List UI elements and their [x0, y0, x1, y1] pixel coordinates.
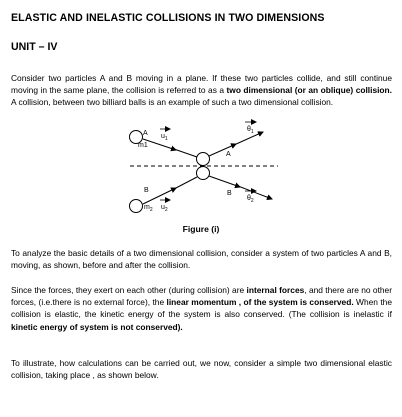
- particle-b-collision: [197, 167, 210, 180]
- figure-caption: Figure (i): [182, 224, 220, 234]
- forces-text-3: When the collision is elastic, the kinetic energy of the system is also conserved. (The collision is inelastic if: [11, 297, 392, 320]
- forces-bold-3: kinetic energy of system is not conserved).: [11, 321, 183, 332]
- forces-bold-1: internal forces: [246, 285, 305, 295]
- unit-heading: UNIT – IV: [11, 41, 58, 53]
- intro-bold-term: two dimensional (or an oblique) collision.: [226, 85, 392, 96]
- path-a-outgoing-1: [209, 144, 236, 156]
- intro-text-1: Consider two particles A and B moving in a plane. If these two particles collide, and still continue moving in the same plane, the collision is referred to as a: [11, 73, 392, 96]
- particle-b-before: [130, 200, 143, 213]
- label-m1: m1: [138, 142, 148, 149]
- forces-bold-2: linear momentum , of the system is conserved.: [166, 297, 354, 308]
- intro-paragraph: [11, 72, 392, 109]
- path-a-incoming-2: [174, 149, 197, 157]
- label-m2: $m_2$: [144, 204, 153, 213]
- path-b-outgoing-2: [238, 186, 272, 199]
- label-a-right: A: [226, 151, 231, 158]
- label-b-left: B: [144, 187, 149, 194]
- forces-text-2: , and there are no other forces, (i.e.there is no external force), the: [11, 285, 393, 308]
- path-b-outgoing-1: [209, 176, 240, 187]
- forces-text-1: Since the forces, they exert on each other (during collision) are: [11, 285, 247, 295]
- illustrate-paragraph: To illustrate, how calculations can be carried out, we now, consider a simple two dimensional elastic collision, taking place , as shown below.: [11, 358, 392, 381]
- label-theta1: $\theta_1$: [247, 126, 254, 135]
- label-u2: $u_2$: [161, 204, 168, 213]
- collision-figure: [0, 118, 402, 222]
- path-b-incoming-2: [174, 177, 197, 189]
- path-a-outgoing-2: [234, 132, 263, 145]
- analysis-paragraph: To analyze the basic details of a two dimensional collision, consider a system of two particles A and B, moving, as shown, before and after the collision.: [11, 248, 392, 271]
- label-u1: $u_1$: [161, 133, 168, 142]
- label-b-right: B: [227, 190, 232, 197]
- particle-a-collision: [197, 153, 210, 166]
- intro-text-2: A collision, between two billiard balls is an example of such a two dimensional collision.: [11, 97, 334, 108]
- label-theta2: $\theta_2$: [247, 195, 254, 204]
- forces-paragraph: [11, 284, 392, 333]
- label-a-left: A: [143, 130, 148, 137]
- page-title: ELASTIC AND INELASTIC COLLISIONS IN TWO DIMENSIONS: [11, 12, 325, 24]
- path-a-incoming-1: [143, 139, 176, 150]
